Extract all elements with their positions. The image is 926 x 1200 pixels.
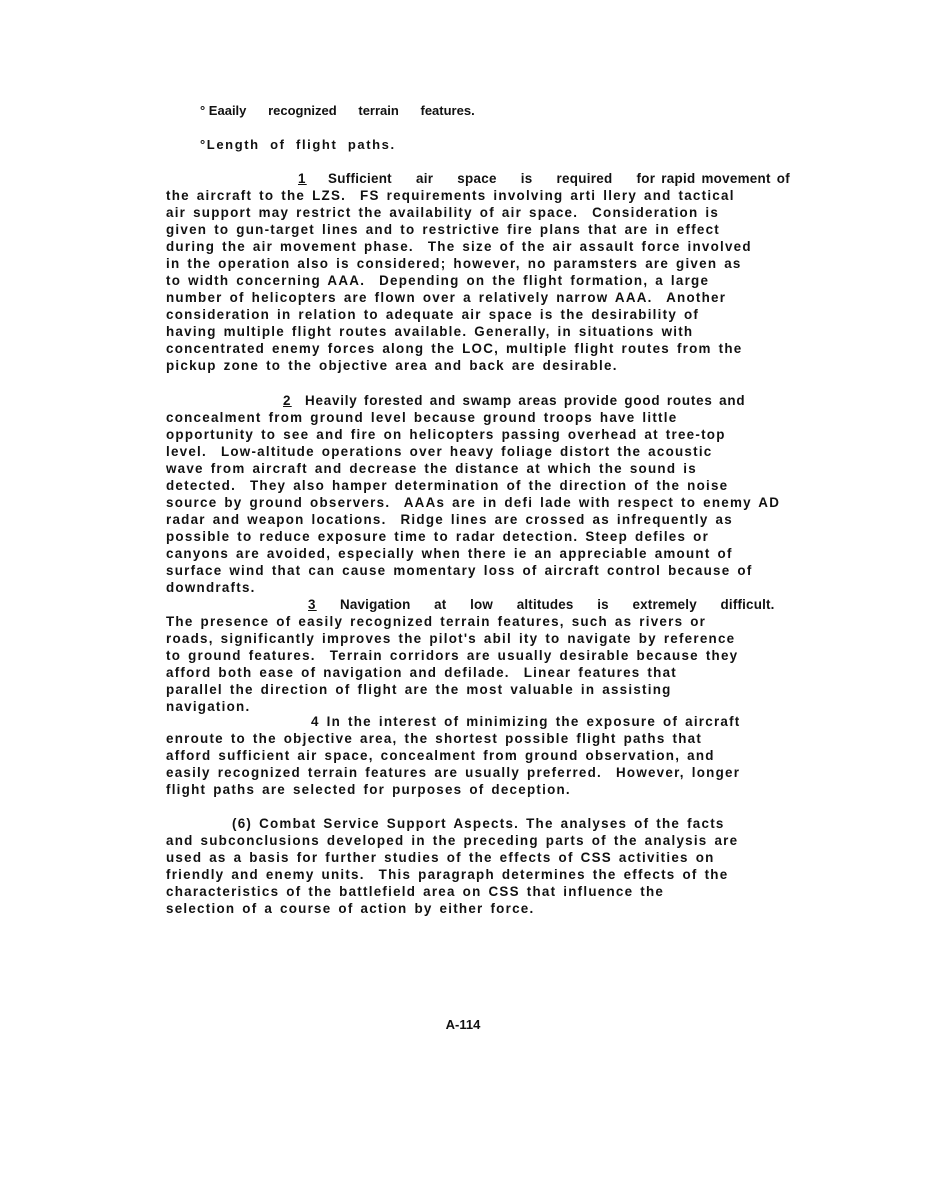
paragraph-line: level. Low-altitude operations over heavy foliage distort the acoustic [166, 444, 713, 459]
page-number: A-114 [445, 1017, 481, 1032]
paragraph-line: during the air movement phase. The size of the air assault force involved [166, 239, 752, 254]
paragraph-line: 4 In the interest of minimizing the exposure of aircraft [311, 714, 741, 729]
paragraph-line: having multiple flight routes available. Generally, in situations with [166, 324, 694, 339]
paragraph-line: afford sufficient air space, concealment from ground observation, and [166, 748, 715, 763]
paragraph-line: easily recognized terrain features are usually preferred. However, longer [166, 765, 741, 780]
paragraph-line: and subconclusions developed in the preceding parts of the analysis are [166, 833, 739, 848]
paragraph-line: downdrafts. [166, 580, 256, 595]
paragraph-line: possible to reduce exposure time to radar detection. Steep defiles or [166, 529, 710, 544]
paragraph-line: Navigation at low altitudes is extremely difficult. [340, 597, 775, 612]
paragraph-line: afford both ease of navigation and defilade. Linear features that [166, 665, 677, 680]
paragraph-line: enroute to the objective area, the shortest possible flight paths that [166, 731, 703, 746]
paragraph-number: 1 [298, 171, 307, 186]
paragraph-line: friendly and enemy units. This paragraph determines the effects of the [166, 867, 729, 882]
paragraph-line: detected. They also hamper determination of the direction of the noise [166, 478, 729, 493]
paragraph-line: the aircraft to the LZS. FS requirements involving arti llery and tactical [166, 188, 735, 203]
paragraph-line: opportunity to see and fire on helicopters passing overhead at tree-top [166, 427, 726, 442]
paragraph-line: Heavily forested and swamp areas provide good routes and [305, 393, 746, 408]
paragraph-line: given to gun-target lines and to restrictive fire plans that are in effect [166, 222, 721, 237]
paragraph-line: surface wind that can cause momentary loss of aircraft control because of [166, 563, 753, 578]
paragraph-line: concealment from ground level because ground troops have little [166, 410, 678, 425]
paragraph-line: characteristics of the battlefield area on CSS that influence the [166, 884, 665, 899]
paragraph-line: in the operation also is considered; however, no paramsters are given as [166, 256, 742, 271]
paragraph-number: 2 [283, 393, 292, 408]
paragraph-line: canyons are avoided, especially when there ie an appreciable amount of [166, 546, 733, 561]
paragraph-line: parallel the direction of flight are the most valuable in assisting [166, 682, 672, 697]
paragraph-line: concentrated enemy forces along the LOC, multiple flight routes from the [166, 341, 743, 356]
paragraph-line: selection of a course of action by either force. [166, 901, 535, 916]
section-heading-line: (6) Combat Service Support Aspects. The analyses of the facts [232, 816, 725, 831]
bullet-item: ° Eaaily recognized terrain features. [200, 103, 475, 118]
paragraph-line: to ground features. Terrain corridors are usually desirable because they [166, 648, 739, 663]
paragraph-line: number of helicopters are flown over a relatively narrow AAA. Another [166, 290, 727, 305]
paragraph-line: to width concerning AAA. Depending on the flight formation, a large [166, 273, 710, 288]
paragraph-line: consideration in relation to adequate air space is the desirability of [166, 307, 700, 322]
paragraph-line: radar and weapon locations. Ridge lines are crossed as infrequently as [166, 512, 733, 527]
paragraph-line: roads, significantly improves the pilot's abil ity to navigate by reference [166, 631, 736, 646]
paragraph-number: 3 [308, 597, 317, 612]
bullet-item: °Length of flight paths. [200, 137, 396, 152]
paragraph-line: used as a basis for further studies of the effects of CSS activities on [166, 850, 715, 865]
paragraph-line: pickup zone to the objective area and back are desirable. [166, 358, 618, 373]
paragraph-line: air support may restrict the availability of air space. Consideration is [166, 205, 720, 220]
paragraph-line: wave from aircraft and decrease the distance at which the sound is [166, 461, 697, 476]
paragraph-line: navigation. [166, 699, 251, 714]
paragraph-line: flight paths are selected for purposes of deception. [166, 782, 571, 797]
paragraph-line: The presence of easily recognized terrain features, such as rivers or [166, 614, 707, 629]
paragraph-line: Sufficient air space is required for rapid movement of [328, 171, 790, 186]
paragraph-line: source by ground observers. AAAs are in defi lade with respect to enemy AD [166, 495, 781, 510]
